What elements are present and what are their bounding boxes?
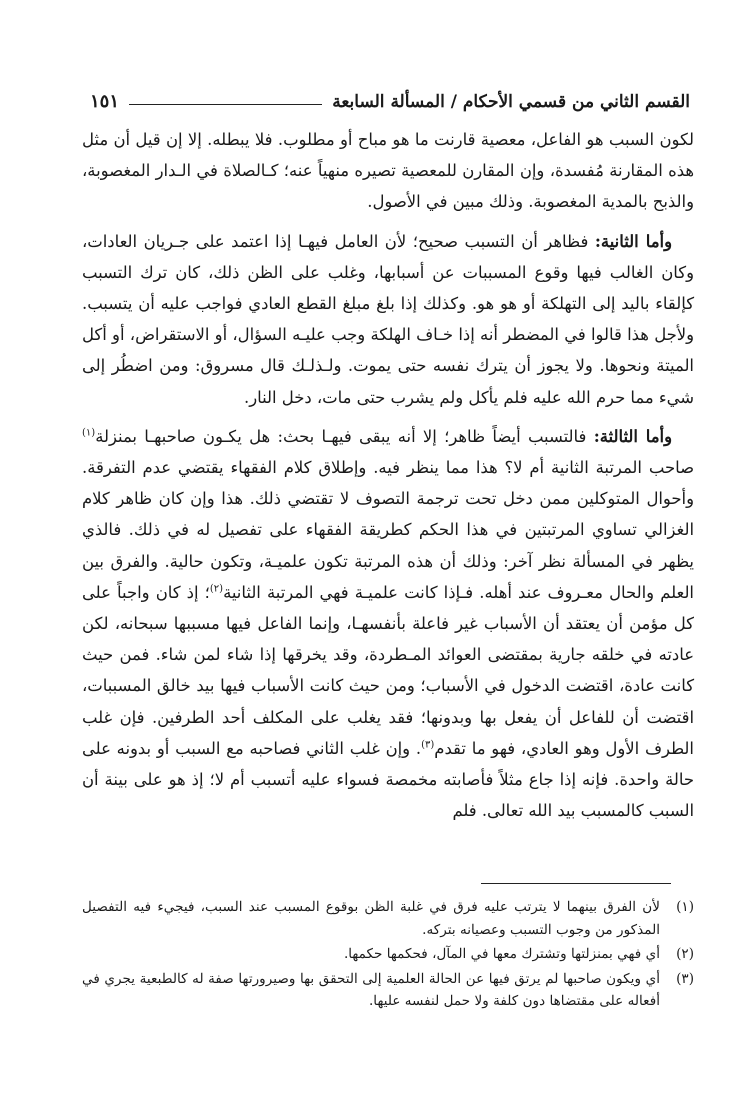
- header-rule: [129, 104, 322, 105]
- footnote-1-number: (١): [676, 899, 694, 915]
- main-text: [82, 124, 694, 834]
- paragraph-3: [82, 421, 694, 827]
- paragraph-2-text: فظاهر أن التسبب صحيح؛ لأن العامل فيهـا إذا اعتمد على جـريان العادات، وكان الغالب فيها وقوع المسببات عن أسبابها، وغلب على الظن ذلك، كان ترك التسبب كإلقاء باليد إلى التهلكة أو هو هو. وكذلك إذا بلغ مبلغ القطع العادي فواجب عليه أن يتسبب. ولأجل هذا قالوا في المضطر أنه إذا خـاف الهلكة وجب عليـه السؤال، أو الاستقراض، أو أكل الميتة ونحوها. ولا يجوز أن يترك نفسه حتى يموت. ولـذلـك قال مسروق: ومن اضطُر إلى شيء مما حرم الله عليه فلم يأكل ولم يشرب حتى مات، دخل النار.: [82, 231, 694, 407]
- paragraph-2-lead: وأما الثانية:: [594, 231, 672, 251]
- footnote-ref-2[interactable]: (٢): [209, 583, 224, 595]
- header-title: القسم الثاني من قسمي الأحكام / المسألة السابعة: [332, 92, 690, 112]
- footnote-ref-1[interactable]: (١): [82, 427, 96, 439]
- paragraph-3-text-a: فالتسبب أيضاً ظاهر؛ إلا أنه يبقى فيهـا بحث: هل يكـون صاحبهـا بمنزلة: [95, 426, 587, 446]
- footnote-separator: [481, 883, 671, 884]
- paragraph-2: [82, 226, 694, 413]
- footnote-3-text: أي ويكون صاحبها لم يرتق فيها عن الحالة العلمية إلى التحقق بها وصيرورتها صفة له كالطبعية يجري في أفعاله على مقتضاها دون كلفة ولا حمل لنفسه عليها.: [82, 970, 660, 1009]
- footnote-2-text: أي فهي بمنزلتها وتشترك معها في المآل، فحكمها حكمها.: [343, 946, 660, 962]
- footnote-2: [82, 943, 694, 966]
- footnote-3: [82, 968, 694, 1013]
- footnote-ref-3[interactable]: (٣): [421, 739, 435, 751]
- footnote-3-number: (٣): [676, 970, 694, 987]
- paragraph-3-text-d: . وإن غلب الثاني فصاحبه مع السبب أو بدونه على حالة واحدة. فإنه إذا جاع مثلاً فأصابته مخمصة فسواء عليه أتسبب أم لا؛ إذ هو على بينة أن السبب كالمسبب بيد الله تعالى. فلم: [82, 738, 694, 821]
- paragraph-1: لكون السبب هو الفاعل، معصية قارنت ما هو مباح أو مطلوب. فلا يبطله. إلا إن قيل أن مثل هذه المقارنة مُفسدة، وإن المقارن للمعصية تصيره منهياً عنه؛ كـالصلاة في الـدار المغصوبة، والذبح بالمدية المغصوبة. وذلك مبين في الأصول.: [82, 130, 694, 212]
- footnote-1-text: لأن الفرق بينهما لا يترتب عليه فرق في غلبة الظن بوقوع المسبب عند السبب، فيجيء فيه التفصيل المذكور من وجوب التسبب وعصيانه بتركه.: [82, 899, 660, 938]
- footnote-2-number: (٢): [676, 946, 694, 962]
- page-number: ١٥١: [90, 91, 120, 112]
- running-header: [90, 78, 690, 112]
- footnotes: [82, 896, 694, 1015]
- footnote-1: [82, 896, 694, 941]
- paragraph-3-lead: وأما الثالثة:: [593, 426, 672, 446]
- paragraph-3-text-b: صاحب المرتبة الثانية أم لا؟ هذا مما ينظر فيه. وإطلاق كلام الفقهاء يقتضي عدم التفرقة. وأحوال المتوكلين ممن دخل تحت ترجمة التصوف لا تقتضي ذلك. هذا وإن كان ظاهر كلام الغزالي تساوي المرتبتين في هذا الحكم كطريقة الفقهاء على تفصيل له في ذلك. فالذي يظهر في المسألة نظر آخر: وذلك أن هذه المرتبة تكون علميـة، وتكون حالية. والفرق بين العلم والحال معـروف عند أهله. فـإذا كانت علميـة فهي المرتبة الثانية: [82, 458, 694, 602]
- paragraph-3-text-c: ؛ إذ كان واجباً على كل مؤمن أن يعتقد أن الأسباب غير فاعلة بأنفسهـا، وإنما الفاعل فيها مسببها سبحانه، لكن عادته في خلقه جارية بمقتضى العوائد المـطردة، وقد يخرقها إذا شاء لمن شاء. فمن حيث كانت عادة، اقتضت الدخول في الأسباب؛ ومن حيث كانت الأسباب فيها بيد خالق المسببات، اقتضت أن للفاعل أن يفعل بها وبدونها؛ فقد يغلب على المكلف أحد الطرفين. فإن غلب الطرف الأول وهو العادي، فهو ما تقدم: [82, 582, 694, 758]
